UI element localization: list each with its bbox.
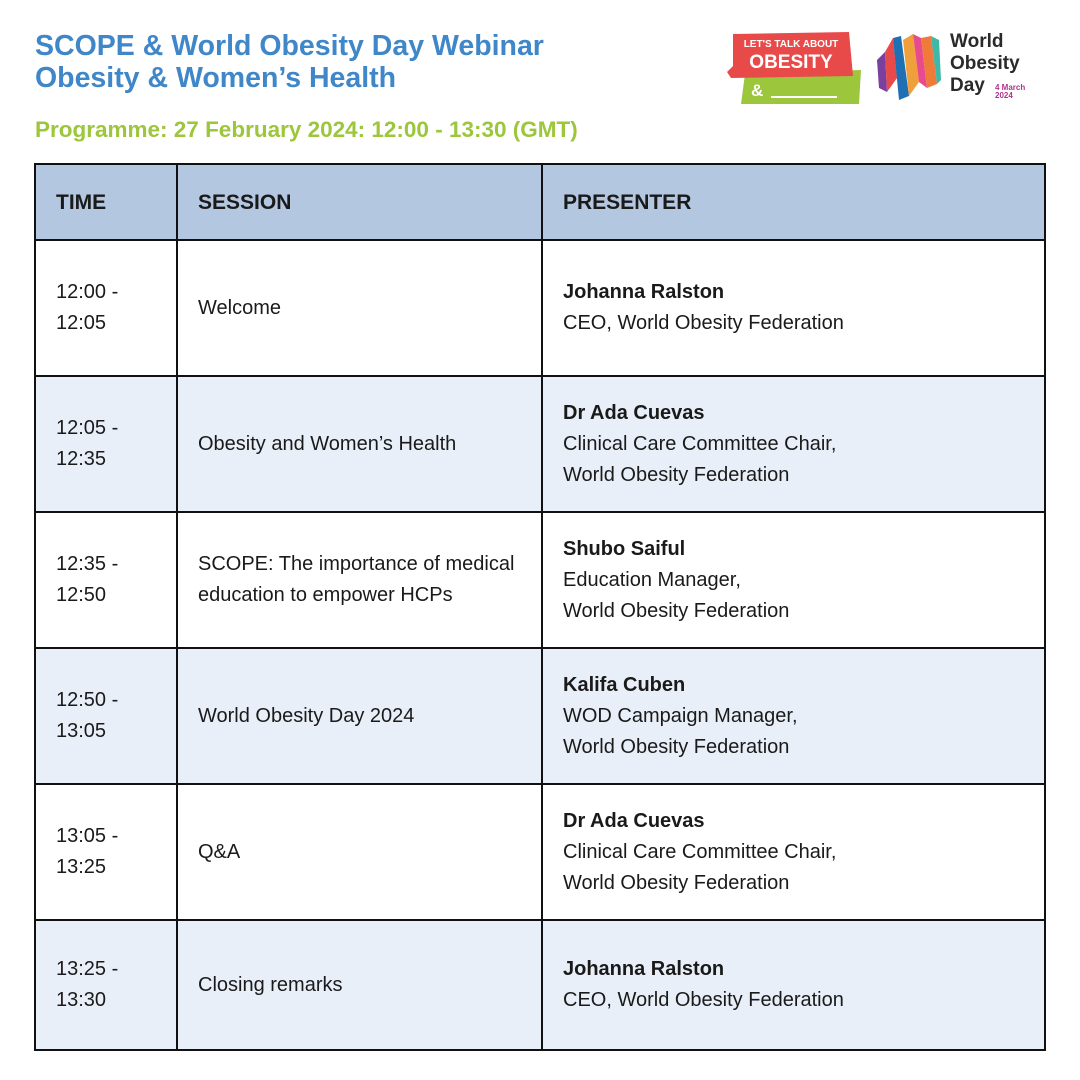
presenter-name: Dr Ada Cuevas (563, 401, 705, 424)
logo-talk-line2: OBESITY (749, 52, 833, 73)
wod-date-line1: 4 March (995, 83, 1026, 92)
header-session: SESSION (177, 164, 542, 240)
presenter-role: WOD Campaign Manager, (563, 704, 798, 727)
session-cell: Q&A (177, 784, 542, 920)
presenter-organisation: World Obesity Federation (563, 871, 790, 894)
table-row (35, 512, 1045, 648)
table-row (35, 784, 1045, 920)
presenter-name: Shubo Saiful (563, 537, 686, 560)
presenter-organisation: World Obesity Federation (563, 735, 790, 758)
presenter-cell (542, 784, 1045, 920)
presenter-name: Johanna Ralston (563, 281, 725, 303)
programme-table (34, 163, 1046, 1051)
presenter-role: Education Manager, (563, 568, 741, 591)
time-cell: 13:05 - 13:25 (35, 784, 177, 920)
presenter-organisation: World Obesity Federation (563, 599, 790, 622)
table-row (35, 240, 1045, 376)
wod-word-3: Day (950, 75, 985, 96)
session-cell: Obesity and Women’s Health (177, 376, 542, 512)
time-cell: 12:35 - 12:50 (35, 512, 177, 648)
world-obesity-day-logo (875, 30, 1045, 106)
presenter-cell (542, 920, 1045, 1050)
time-cell: 13:25 - 13:30 (35, 920, 177, 1050)
presenter-name: Kalifa Cuben (563, 673, 686, 696)
table-row (35, 648, 1045, 784)
session-cell: Welcome (177, 240, 542, 376)
time-cell: 12:50 - 13:05 (35, 648, 177, 784)
logo-talk-line3: & (751, 81, 764, 100)
presenter-cell (542, 376, 1045, 512)
table-header-row (35, 164, 1045, 240)
presenter-role: CEO, World Obesity Federation (563, 989, 844, 1011)
title-line-1: SCOPE & World Obesity Day Webinar (35, 30, 544, 62)
session-cell: SCOPE: The importance of medical education to empower HCPs (177, 512, 542, 648)
lets-talk-about-obesity-logo (727, 30, 863, 106)
wod-word-1: World (950, 31, 1004, 52)
time-cell: 12:00 - 12:05 (35, 240, 177, 376)
presenter-cell (542, 648, 1045, 784)
presenter-cell (542, 512, 1045, 648)
title-line-2: Obesity & Women’s Health (35, 62, 397, 94)
header-presenter: PRESENTER (542, 164, 1045, 240)
wod-mark-icon (875, 30, 945, 106)
presenter-role: Clinical Care Committee Chair, (563, 840, 837, 863)
wod-date (995, 84, 1025, 100)
wod-date-line2: 2024 (995, 91, 1013, 100)
presenter-name: Johanna Ralston (563, 958, 725, 980)
page-title (35, 30, 544, 94)
session-cell: World Obesity Day 2024 (177, 648, 542, 784)
presenter-organisation: World Obesity Federation (563, 463, 790, 486)
time-cell: 12:05 - 12:35 (35, 376, 177, 512)
presenter-role: CEO, World Obesity Federation (563, 312, 844, 334)
presenter-role: Clinical Care Committee Chair, (563, 432, 837, 455)
session-cell: Closing remarks (177, 920, 542, 1050)
presenter-cell (542, 240, 1045, 376)
programme-date: Programme: 27 February 2024: 12:00 - 13:30 (GMT) (35, 117, 578, 142)
table-row (35, 920, 1045, 1050)
header-time: TIME (35, 164, 177, 240)
presenter-name: Dr Ada Cuevas (563, 809, 705, 832)
logo-talk-line1: LET'S TALK ABOUT (743, 39, 839, 50)
wod-word-2: Obesity (950, 53, 1020, 74)
table-row (35, 376, 1045, 512)
